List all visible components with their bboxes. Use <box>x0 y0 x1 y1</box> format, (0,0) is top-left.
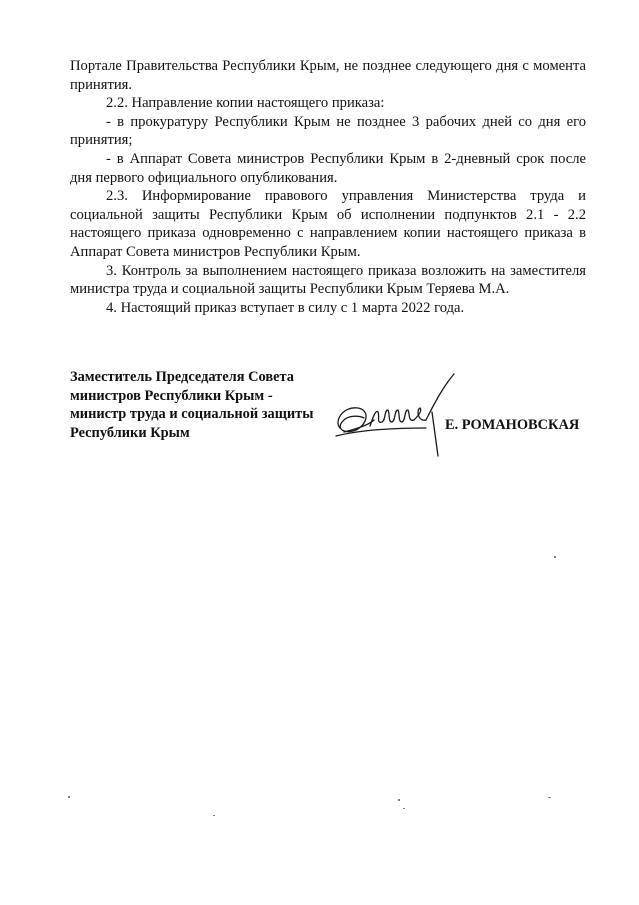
handwritten-signature <box>330 370 470 460</box>
paragraph-2-3: 2.3. Информирование правового управления Министерства труда и социальной защиты Республики Крым об исполнении подпунктов 2.1 - 2.2 настоящего приказа одновременно с направлением копии настоящего приказа в Аппарат Совета министров Республики Крым. <box>70 188 586 260</box>
paragraph-3-control: 3. Контроль за выполнением настоящего приказа возложить на заместителя министра труда и социальной защиты Республики Крым Теряева М.А. <box>70 262 586 298</box>
paragraph-portal-continuation: Портале Правительства Республики Крым, не позднее следующего дня с момента принятия. <box>70 58 586 93</box>
scan-speck <box>68 796 70 798</box>
paragraph-2-2: 2.2. Направление копии настоящего приказа: <box>106 95 385 112</box>
signer-title-line: Республики Крым <box>70 424 190 441</box>
paragraph-4-effective-date: 4. Настоящий приказ вступает в силу с 1 марта 2022 года. <box>106 299 465 316</box>
paragraph-council-apparatus: - в Аппарат Совета министров Республики Крым в 2-дневный срок после дня первого официального опубликования. <box>70 150 586 186</box>
scan-speck <box>213 815 215 816</box>
signer-title-line: министр труда и социальной защиты <box>70 406 314 423</box>
scan-speck <box>403 808 405 809</box>
scan-speck <box>398 799 400 801</box>
signer-title-line: Заместитель Председателя Совета <box>70 369 294 385</box>
scan-speck <box>548 797 551 798</box>
scan-speck <box>554 556 556 558</box>
signer-name: Е. РОМАНОВСКАЯ <box>445 417 580 433</box>
signer-title-line: министров Республики Крым - <box>70 387 273 404</box>
signer-title <box>70 368 350 442</box>
paragraph-prosecutor: - в прокуратуру Республики Крым не позднее 3 рабочих дней со дня его принятия; <box>70 113 586 149</box>
document-body <box>70 57 586 317</box>
